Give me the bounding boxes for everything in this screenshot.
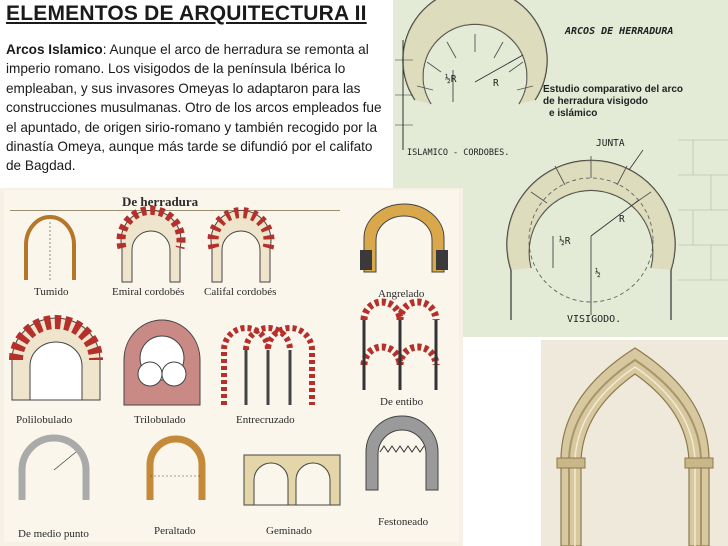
label-califal: Califal cordobés (204, 286, 277, 298)
catalog-header: De herradura (122, 194, 199, 209)
angrelado-arch (360, 204, 448, 272)
label-entrecruzado: Entrecruzado (236, 414, 295, 426)
sketch-label-half-r: ½R (445, 74, 457, 85)
label-entibo: De entibo (380, 396, 424, 408)
pointed-arch-drawing (541, 340, 728, 546)
sketch-label-half: ½ (595, 268, 601, 279)
label-angrelado: Angrelado (378, 288, 425, 300)
sketch-caption-line3: e islámico (549, 108, 598, 119)
label-tumido: Tumido (34, 286, 69, 298)
sketch-label-junta: JUNTA (596, 138, 625, 149)
sketch-label-r2: R (619, 214, 625, 225)
label-medio-punto: De medio punto (18, 528, 89, 540)
sketch-label-islamic: ISLAMICO - CORDOBES. (407, 148, 510, 158)
intro-paragraph (6, 40, 388, 176)
tumido-arch (26, 217, 74, 280)
islamic-arch-sketch (395, 0, 547, 150)
label-emiral: Emiral cordobés (112, 286, 185, 298)
entrecruzado-arch (224, 328, 312, 405)
califal-arch (211, 210, 271, 282)
catalog-drawings (4, 190, 459, 542)
paragraph-text: : Aunque el arco de herradura se remonta al imperio romano. Los visigodos de la península Ibérica lo empleaban, y sus invasores Omeyas lo adaptaron para las construcciones musulmanas. Otro de los arcos empleados fue el apuntado, de origen sirio-romano y también recogido por la dinastía Omeya, aunque más tarde se difundió por el califato de Bagdad. (6, 42, 382, 174)
label-peraltado: Peraltado (154, 525, 196, 537)
trilobulado-arch (124, 320, 200, 405)
sketch-caption (543, 84, 683, 120)
sketch-label-r: R (493, 78, 499, 89)
medio-punto-arch (22, 438, 86, 500)
sketch-caption-line2: de herradura visigodo (543, 96, 649, 107)
sketch-caption-line1: Estudio comparativo del arco (543, 84, 684, 95)
sketch-label-visigodo: VISIGODO. (567, 314, 622, 325)
sketch-header: ARCOS DE HERRADURA (565, 26, 674, 37)
catalog-sheet (4, 190, 459, 542)
label-geminado: Geminado (266, 525, 312, 537)
label-festoneado: Festoneado (378, 516, 429, 528)
visigodo-arch-sketch (507, 156, 675, 320)
emiral-arch (121, 210, 181, 282)
pointed-arch-photo (541, 340, 728, 546)
label-polilobulado: Polilobulado (16, 414, 73, 426)
arch-types-catalog (0, 188, 463, 546)
geminado-arch (244, 455, 340, 505)
sketch-label-half-r2: ½R (559, 236, 571, 247)
paragraph-lead: Arcos Islamico (6, 42, 103, 57)
entibo-arch (364, 302, 436, 390)
polilobulado-arch (12, 318, 100, 400)
label-trilobulado: Trilobulado (134, 414, 186, 426)
peraltado-arch (150, 439, 202, 500)
page-title: ELEMENTOS DE ARQUITECTURA II (6, 2, 367, 25)
festoneado-arch (366, 416, 438, 490)
